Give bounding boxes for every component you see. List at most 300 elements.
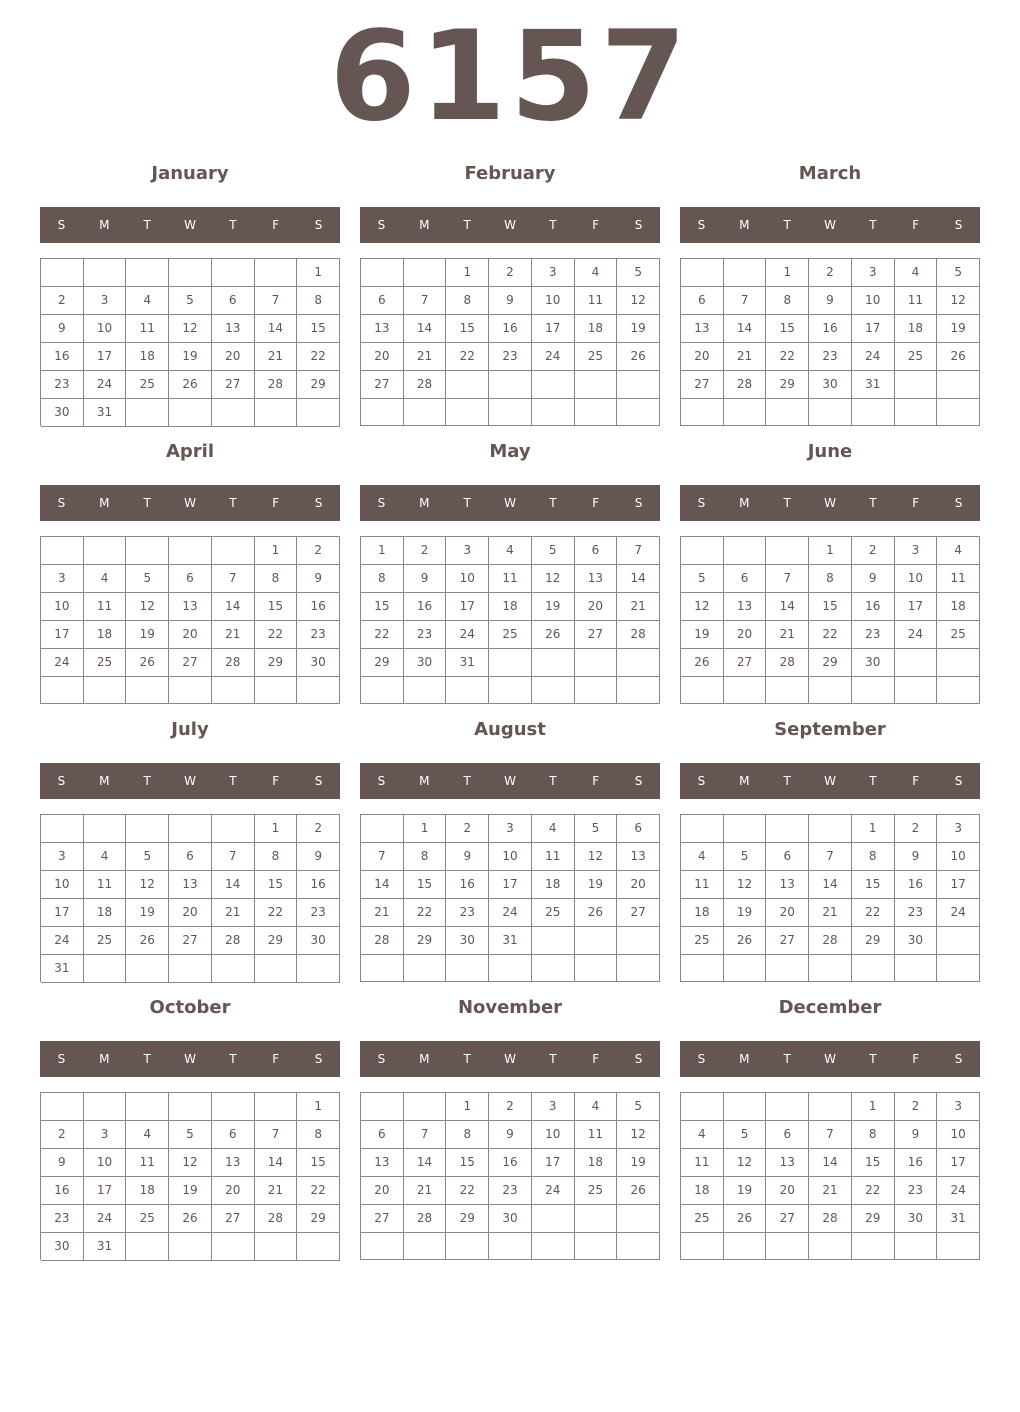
empty-day-cell xyxy=(489,649,532,677)
empty-day-cell xyxy=(617,955,660,982)
month-title: December xyxy=(778,997,882,1018)
month-title: April xyxy=(165,441,215,462)
day-cell: 13 xyxy=(681,315,724,343)
day-cell: 14 xyxy=(404,1149,447,1177)
day-cell: 17 xyxy=(532,1149,575,1177)
day-cell: 17 xyxy=(532,315,575,343)
weekday-label: T xyxy=(783,1052,791,1066)
day-cell: 7 xyxy=(404,1121,447,1149)
day-cell: 3 xyxy=(532,259,575,287)
day-cell: 27 xyxy=(575,621,618,649)
day-cell: 29 xyxy=(255,649,298,677)
weekday-header xyxy=(360,207,660,243)
empty-day-cell xyxy=(895,399,938,426)
day-cell: 30 xyxy=(404,649,447,677)
month-title: November xyxy=(457,997,563,1018)
day-cell: 12 xyxy=(617,287,660,315)
day-cell: 29 xyxy=(766,371,809,399)
day-cell: 22 xyxy=(361,621,404,649)
day-cell: 9 xyxy=(41,1149,84,1177)
day-cell: 19 xyxy=(126,899,169,927)
day-cell: 1 xyxy=(446,259,489,287)
empty-day-cell xyxy=(255,399,298,427)
day-cell: 31 xyxy=(446,649,489,677)
empty-day-cell xyxy=(404,259,447,287)
weekday-label: T xyxy=(229,218,237,232)
empty-day-cell xyxy=(809,1233,852,1260)
day-cell: 28 xyxy=(809,927,852,955)
day-cell: 26 xyxy=(681,649,724,677)
empty-day-cell xyxy=(361,1093,404,1121)
day-cell: 13 xyxy=(724,593,767,621)
day-cell: 4 xyxy=(126,287,169,315)
day-cell: 2 xyxy=(852,537,895,565)
day-cell: 28 xyxy=(404,1205,447,1233)
weekday-label: S xyxy=(314,1052,323,1066)
weekday-label: T xyxy=(869,774,877,788)
empty-day-cell xyxy=(489,1233,532,1260)
day-cell: 2 xyxy=(489,259,532,287)
day-cell: 12 xyxy=(575,843,618,871)
day-cell: 17 xyxy=(84,343,127,371)
empty-day-cell xyxy=(169,259,212,287)
day-cell: 19 xyxy=(532,593,575,621)
day-cell: 2 xyxy=(446,815,489,843)
day-cell: 18 xyxy=(84,899,127,927)
empty-day-cell xyxy=(681,955,724,982)
empty-day-cell xyxy=(297,1233,340,1261)
empty-day-cell xyxy=(489,399,532,426)
empty-day-cell xyxy=(681,815,724,843)
day-cell: 1 xyxy=(255,537,298,565)
day-cell: 5 xyxy=(169,287,212,315)
day-cell: 14 xyxy=(212,593,255,621)
day-cell: 14 xyxy=(724,315,767,343)
weekday-label: S xyxy=(954,774,963,788)
weekday-label: S xyxy=(377,1052,386,1066)
empty-day-cell xyxy=(126,815,169,843)
day-cell: 21 xyxy=(255,343,298,371)
day-cell: 9 xyxy=(297,843,340,871)
day-cell: 3 xyxy=(937,815,980,843)
day-cell: 5 xyxy=(617,1093,660,1121)
day-cell: 14 xyxy=(766,593,809,621)
day-cell: 6 xyxy=(575,537,618,565)
day-cell: 15 xyxy=(404,871,447,899)
day-cell: 8 xyxy=(297,1121,340,1149)
empty-day-cell xyxy=(575,649,618,677)
empty-day-cell xyxy=(532,927,575,955)
empty-day-cell xyxy=(361,815,404,843)
day-cell: 11 xyxy=(937,565,980,593)
empty-day-cell xyxy=(766,399,809,426)
day-grid xyxy=(40,1092,340,1260)
month-title: February xyxy=(464,163,556,184)
empty-day-cell xyxy=(617,1205,660,1233)
empty-day-cell xyxy=(681,1233,724,1260)
weekday-label: T xyxy=(143,496,151,510)
day-cell: 18 xyxy=(532,871,575,899)
empty-day-cell xyxy=(617,371,660,399)
day-cell: 10 xyxy=(41,593,84,621)
day-grid xyxy=(40,814,340,982)
day-cell: 1 xyxy=(852,815,895,843)
day-cell: 21 xyxy=(404,343,447,371)
day-cell: 2 xyxy=(404,537,447,565)
empty-day-cell xyxy=(84,955,127,983)
weekday-label: S xyxy=(634,774,643,788)
empty-day-cell xyxy=(575,927,618,955)
day-cell: 13 xyxy=(169,871,212,899)
day-cell: 23 xyxy=(895,1177,938,1205)
day-cell: 19 xyxy=(575,871,618,899)
day-cell: 2 xyxy=(895,1093,938,1121)
day-grid xyxy=(360,814,660,982)
empty-day-cell xyxy=(212,677,255,704)
empty-day-cell xyxy=(169,399,212,427)
day-cell: 19 xyxy=(617,315,660,343)
day-cell: 18 xyxy=(681,1177,724,1205)
empty-day-cell xyxy=(532,677,575,704)
day-cell: 6 xyxy=(361,287,404,315)
empty-day-cell xyxy=(169,1093,212,1121)
empty-day-cell xyxy=(809,955,852,982)
empty-day-cell xyxy=(446,955,489,982)
weekday-header xyxy=(40,1041,340,1077)
empty-day-cell xyxy=(766,1233,809,1260)
day-cell: 3 xyxy=(489,815,532,843)
day-cell: 3 xyxy=(852,259,895,287)
day-grid xyxy=(680,258,980,426)
day-grid xyxy=(360,1092,660,1260)
month-title: May xyxy=(489,441,531,462)
day-cell: 18 xyxy=(575,1149,618,1177)
weekday-label: W xyxy=(824,496,836,510)
weekday-header xyxy=(680,485,980,521)
weekday-label: S xyxy=(954,496,963,510)
empty-day-cell xyxy=(681,1093,724,1121)
empty-day-cell xyxy=(41,677,84,704)
day-cell: 16 xyxy=(297,593,340,621)
day-cell: 11 xyxy=(84,871,127,899)
day-cell: 20 xyxy=(361,1177,404,1205)
empty-day-cell xyxy=(361,1233,404,1260)
day-cell: 2 xyxy=(297,537,340,565)
day-cell: 21 xyxy=(361,899,404,927)
day-cell: 29 xyxy=(446,1205,489,1233)
weekday-label: W xyxy=(504,774,516,788)
empty-day-cell xyxy=(41,1093,84,1121)
day-cell: 15 xyxy=(809,593,852,621)
empty-day-cell xyxy=(724,1233,767,1260)
day-cell: 1 xyxy=(809,537,852,565)
day-cell: 17 xyxy=(895,593,938,621)
day-cell: 24 xyxy=(895,621,938,649)
day-cell: 21 xyxy=(212,899,255,927)
day-cell: 27 xyxy=(361,371,404,399)
weekday-header xyxy=(40,485,340,521)
empty-day-cell xyxy=(724,259,767,287)
empty-day-cell xyxy=(895,955,938,982)
day-cell: 2 xyxy=(809,259,852,287)
weekday-label: W xyxy=(824,218,836,232)
day-cell: 9 xyxy=(809,287,852,315)
weekday-label: S xyxy=(697,1052,706,1066)
empty-day-cell xyxy=(532,649,575,677)
day-cell: 20 xyxy=(212,1177,255,1205)
empty-day-cell xyxy=(169,1233,212,1261)
day-cell: 23 xyxy=(489,343,532,371)
day-cell: 15 xyxy=(852,1149,895,1177)
day-cell: 27 xyxy=(169,649,212,677)
day-cell: 8 xyxy=(255,843,298,871)
day-cell: 17 xyxy=(852,315,895,343)
weekday-header xyxy=(40,763,340,799)
day-cell: 8 xyxy=(766,287,809,315)
day-cell: 2 xyxy=(41,287,84,315)
weekday-label: S xyxy=(57,774,66,788)
empty-day-cell xyxy=(617,677,660,704)
day-cell: 30 xyxy=(297,649,340,677)
day-cell: 16 xyxy=(809,315,852,343)
day-grid xyxy=(40,536,340,704)
empty-day-cell xyxy=(212,537,255,565)
day-cell: 15 xyxy=(766,315,809,343)
day-cell: 23 xyxy=(895,899,938,927)
weekday-label: S xyxy=(634,496,643,510)
day-cell: 29 xyxy=(852,927,895,955)
empty-day-cell xyxy=(41,259,84,287)
weekday-label: T xyxy=(549,496,557,510)
empty-day-cell xyxy=(937,677,980,704)
day-cell: 12 xyxy=(169,315,212,343)
day-cell: 10 xyxy=(489,843,532,871)
empty-day-cell xyxy=(937,955,980,982)
day-cell: 20 xyxy=(169,899,212,927)
weekday-label: S xyxy=(57,218,66,232)
day-cell: 5 xyxy=(617,259,660,287)
empty-day-cell xyxy=(809,1093,852,1121)
day-cell: 16 xyxy=(41,343,84,371)
day-cell: 13 xyxy=(575,565,618,593)
weekday-label: S xyxy=(314,496,323,510)
day-cell: 20 xyxy=(361,343,404,371)
day-cell: 24 xyxy=(937,1177,980,1205)
empty-day-cell xyxy=(212,815,255,843)
weekday-label: T xyxy=(463,774,471,788)
weekday-label: S xyxy=(634,1052,643,1066)
empty-day-cell xyxy=(84,1093,127,1121)
weekday-header xyxy=(40,207,340,243)
day-cell: 6 xyxy=(681,287,724,315)
day-cell: 12 xyxy=(724,871,767,899)
day-cell: 11 xyxy=(532,843,575,871)
empty-day-cell xyxy=(212,1093,255,1121)
day-cell: 8 xyxy=(852,843,895,871)
day-cell: 6 xyxy=(724,565,767,593)
weekday-label: M xyxy=(739,218,750,232)
day-cell: 29 xyxy=(404,927,447,955)
day-cell: 4 xyxy=(895,259,938,287)
day-cell: 26 xyxy=(126,649,169,677)
day-cell: 18 xyxy=(895,315,938,343)
weekday-label: M xyxy=(419,1052,430,1066)
day-cell: 2 xyxy=(41,1121,84,1149)
day-cell: 7 xyxy=(617,537,660,565)
day-cell: 28 xyxy=(212,927,255,955)
empty-day-cell xyxy=(724,955,767,982)
empty-day-cell xyxy=(724,399,767,426)
day-cell: 3 xyxy=(84,1121,127,1149)
day-cell: 23 xyxy=(297,899,340,927)
weekday-label: T xyxy=(463,496,471,510)
empty-day-cell xyxy=(446,677,489,704)
empty-day-cell xyxy=(404,1233,447,1260)
day-cell: 29 xyxy=(297,1205,340,1233)
empty-day-cell xyxy=(852,677,895,704)
day-cell: 12 xyxy=(724,1149,767,1177)
day-cell: 6 xyxy=(617,815,660,843)
empty-day-cell xyxy=(255,259,298,287)
day-cell: 4 xyxy=(681,843,724,871)
day-cell: 13 xyxy=(766,1149,809,1177)
day-cell: 30 xyxy=(852,649,895,677)
day-cell: 25 xyxy=(681,1205,724,1233)
day-cell: 29 xyxy=(361,649,404,677)
day-cell: 7 xyxy=(255,287,298,315)
day-cell: 21 xyxy=(404,1177,447,1205)
day-cell: 22 xyxy=(297,1177,340,1205)
weekday-label: S xyxy=(954,1052,963,1066)
empty-day-cell xyxy=(84,259,127,287)
day-cell: 25 xyxy=(575,343,618,371)
day-cell: 31 xyxy=(489,927,532,955)
day-cell: 26 xyxy=(617,1177,660,1205)
day-cell: 25 xyxy=(84,649,127,677)
day-cell: 12 xyxy=(937,287,980,315)
day-cell: 25 xyxy=(126,371,169,399)
empty-day-cell xyxy=(404,677,447,704)
empty-day-cell xyxy=(297,399,340,427)
day-cell: 20 xyxy=(766,899,809,927)
day-cell: 14 xyxy=(809,871,852,899)
day-cell: 18 xyxy=(575,315,618,343)
empty-day-cell xyxy=(169,677,212,704)
empty-day-cell xyxy=(724,815,767,843)
day-cell: 20 xyxy=(169,621,212,649)
empty-day-cell xyxy=(724,677,767,704)
day-cell: 10 xyxy=(852,287,895,315)
empty-day-cell xyxy=(766,955,809,982)
day-cell: 8 xyxy=(404,843,447,871)
day-cell: 13 xyxy=(212,1149,255,1177)
day-cell: 17 xyxy=(41,899,84,927)
day-cell: 1 xyxy=(255,815,298,843)
weekday-label: W xyxy=(504,496,516,510)
day-cell: 4 xyxy=(681,1121,724,1149)
day-cell: 28 xyxy=(809,1205,852,1233)
empty-day-cell xyxy=(126,1093,169,1121)
day-cell: 26 xyxy=(724,1205,767,1233)
empty-day-cell xyxy=(126,955,169,983)
empty-day-cell xyxy=(446,371,489,399)
weekday-label: F xyxy=(912,1052,920,1066)
day-cell: 9 xyxy=(297,565,340,593)
empty-day-cell xyxy=(895,371,938,399)
day-cell: 24 xyxy=(852,343,895,371)
day-cell: 22 xyxy=(446,1177,489,1205)
weekday-label: M xyxy=(739,1052,750,1066)
day-cell: 2 xyxy=(895,815,938,843)
day-cell: 8 xyxy=(809,565,852,593)
empty-day-cell xyxy=(724,1093,767,1121)
weekday-label: T xyxy=(783,218,791,232)
weekday-label: M xyxy=(99,496,110,510)
day-cell: 10 xyxy=(446,565,489,593)
weekday-label: M xyxy=(99,1052,110,1066)
day-cell: 1 xyxy=(297,1093,340,1121)
day-cell: 28 xyxy=(404,371,447,399)
weekday-label: S xyxy=(697,774,706,788)
day-cell: 14 xyxy=(212,871,255,899)
empty-day-cell xyxy=(126,537,169,565)
day-cell: 1 xyxy=(852,1093,895,1121)
empty-day-cell xyxy=(489,677,532,704)
day-cell: 10 xyxy=(895,565,938,593)
day-cell: 25 xyxy=(575,1177,618,1205)
day-cell: 19 xyxy=(724,1177,767,1205)
empty-day-cell xyxy=(212,259,255,287)
day-cell: 3 xyxy=(937,1093,980,1121)
weekday-label: F xyxy=(912,218,920,232)
year-title: 6157 xyxy=(329,5,691,149)
day-cell: 11 xyxy=(126,1149,169,1177)
empty-day-cell xyxy=(297,955,340,983)
weekday-label: T xyxy=(143,1052,151,1066)
empty-day-cell xyxy=(681,677,724,704)
day-cell: 12 xyxy=(169,1149,212,1177)
day-cell: 16 xyxy=(446,871,489,899)
day-cell: 20 xyxy=(617,871,660,899)
empty-day-cell xyxy=(766,677,809,704)
day-cell: 24 xyxy=(532,1177,575,1205)
month-title: March xyxy=(798,163,862,184)
day-cell: 26 xyxy=(169,1205,212,1233)
empty-day-cell xyxy=(489,955,532,982)
day-cell: 10 xyxy=(84,315,127,343)
day-cell: 12 xyxy=(126,871,169,899)
weekday-label: T xyxy=(229,774,237,788)
weekday-label: T xyxy=(549,774,557,788)
day-cell: 21 xyxy=(809,1177,852,1205)
empty-day-cell xyxy=(532,399,575,426)
empty-day-cell xyxy=(126,677,169,704)
day-cell: 30 xyxy=(41,399,84,427)
empty-day-cell xyxy=(255,1093,298,1121)
month-title: June xyxy=(807,441,853,462)
month-title: January xyxy=(151,163,229,184)
weekday-label: F xyxy=(592,496,600,510)
day-cell: 13 xyxy=(212,315,255,343)
day-cell: 11 xyxy=(489,565,532,593)
day-cell: 25 xyxy=(895,343,938,371)
day-cell: 30 xyxy=(297,927,340,955)
day-cell: 6 xyxy=(766,843,809,871)
day-cell: 12 xyxy=(126,593,169,621)
empty-day-cell xyxy=(255,1233,298,1261)
empty-day-cell xyxy=(361,399,404,426)
weekday-label: W xyxy=(504,218,516,232)
